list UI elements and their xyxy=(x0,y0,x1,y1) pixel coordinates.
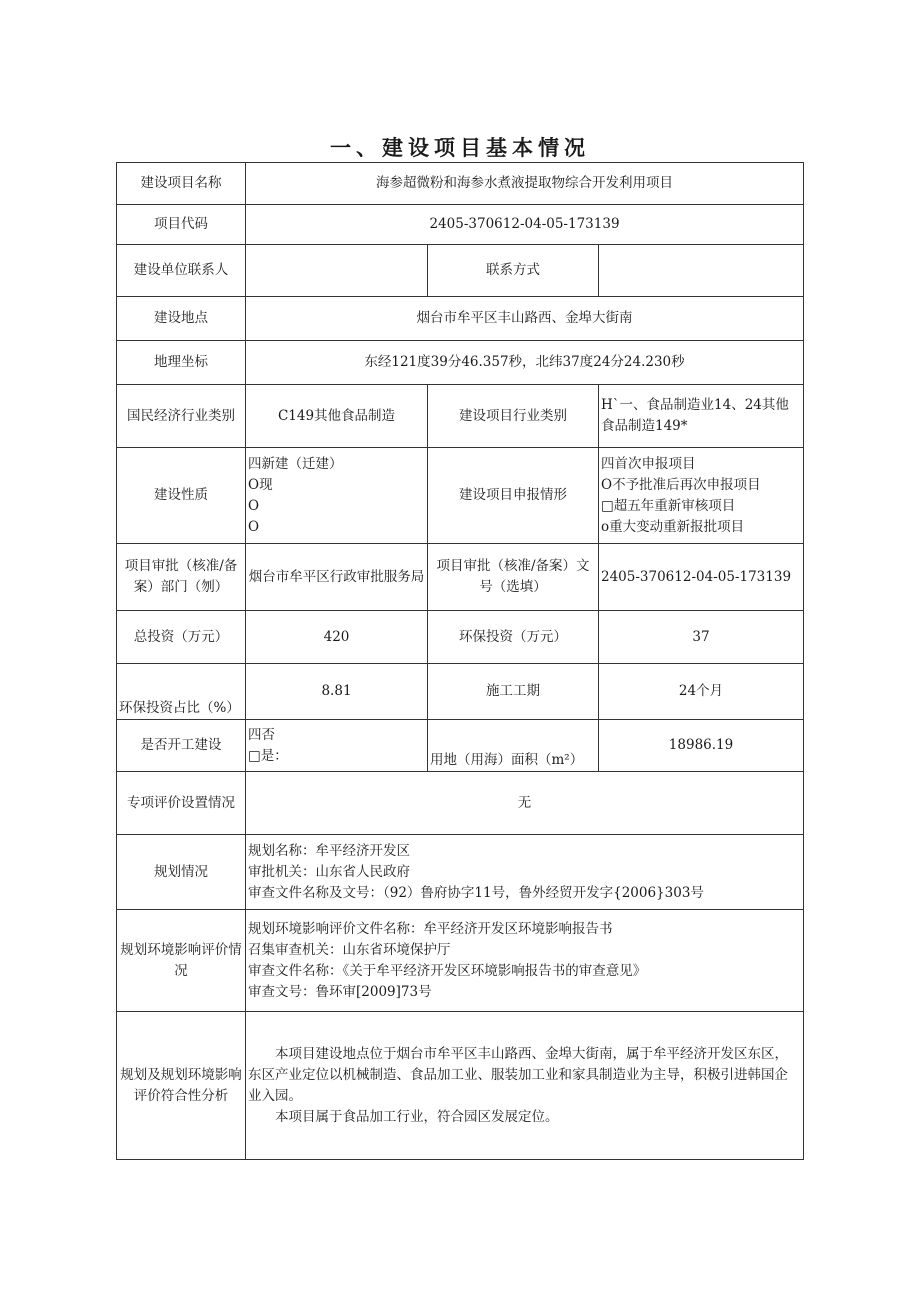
label-location: 建设地点 xyxy=(117,297,246,341)
value-planning xyxy=(246,835,804,910)
started-option: 四否 xyxy=(248,726,275,743)
label-construction-nature: 建设性质 xyxy=(117,448,246,544)
label-special-evaluation: 专项评价设置情况 xyxy=(117,772,246,835)
nature-option: O xyxy=(248,518,260,535)
conformity-paragraph: 本项目属于食品加工行业，符合园区发展定位。 xyxy=(275,1108,559,1125)
planning-eia-line: 召集审查机关：山东省环境保护厅 xyxy=(248,941,451,958)
declaration-option: o重大变动重新报批项目 xyxy=(601,518,745,535)
value-land-area: 18986.19 xyxy=(599,720,804,772)
value-special-evaluation: 无 xyxy=(246,772,804,835)
value-total-investment: 420 xyxy=(246,611,428,664)
value-coordinates: 东经121度39分46.357秒，北纬37度24分24.230秒 xyxy=(246,341,804,385)
row-approval xyxy=(117,544,804,611)
label-env-ratio: 环保投资占比（%） xyxy=(117,664,246,720)
declaration-option: 四首次申报项目 xyxy=(601,455,696,472)
value-construction-nature xyxy=(246,448,428,544)
value-approval-number: 2405-370612-04-05-173139 xyxy=(599,544,804,611)
value-env-investment: 37 xyxy=(599,611,804,664)
label-contact-method: 联系方式 xyxy=(428,245,599,297)
label-approval-department: 项目审批（核准/备案）部门（刎） xyxy=(117,544,246,611)
value-env-ratio: 8.81 xyxy=(246,664,428,720)
planning-line: 审批机关：山东省人民政府 xyxy=(248,863,410,880)
label-national-industry: 国民经济行业类别 xyxy=(117,385,246,448)
value-project-industry: H`一、食品制造业14、24其他食品制造149* xyxy=(599,385,804,448)
label-declaration-situation: 建设项目申报情形 xyxy=(428,448,599,544)
label-approval-number: 项目审批（核准/备案）文号（选填） xyxy=(428,544,599,611)
row-industry xyxy=(117,385,804,448)
row-started xyxy=(117,720,804,772)
row-investment xyxy=(117,611,804,664)
row-contact xyxy=(117,245,804,297)
planning-eia-line: 规划环境影响评价文件名称：牟平经济开发区环境影响报告书 xyxy=(248,920,613,937)
row-ratio xyxy=(117,664,804,720)
started-option: □是： xyxy=(248,747,288,764)
value-construction-period: 24个月 xyxy=(599,664,804,720)
conformity-paragraph: 本项目建设地点位于烟台市牟平区丰山路西、金埠大街南，属于牟平经济开发区东区，东区产业定位以机械制造、食品加工业、服装加工业和家具制造业为主导，积极引进韩国企业入园。 xyxy=(248,1045,788,1104)
nature-option: 四新建（迁建） xyxy=(248,455,343,472)
planning-eia-line: 审查文号：鲁环审[2009]73号 xyxy=(248,983,432,1000)
label-construction-period: 施工工期 xyxy=(428,664,599,720)
planning-line: 规划名称：牟平经济开发区 xyxy=(248,842,410,859)
label-land-area: 用地（用海）面积（m²） xyxy=(428,720,599,772)
label-coordinates: 地理坐标 xyxy=(117,341,246,385)
value-declaration-situation xyxy=(599,448,804,544)
declaration-option: □超五年重新审核项目 xyxy=(601,497,736,514)
row-project-code xyxy=(117,205,804,245)
planning-line: 审查文件名称及文号：（92）鲁府协字11号，鲁外经贸开发字{2006}303号 xyxy=(248,884,704,901)
value-location: 烟台市牟平区丰山路西、金埠大街南 xyxy=(246,297,804,341)
declaration-option: O不予批准后再次申报项目 xyxy=(601,476,761,493)
label-project-name: 建设项目名称 xyxy=(117,163,246,205)
value-project-code: 2405-370612-04-05-173139 xyxy=(246,205,804,245)
label-contact-person: 建设单位联系人 xyxy=(117,245,246,297)
page-title: 一、建设项目基本情况 xyxy=(330,135,590,160)
row-planning-eia xyxy=(117,910,804,1012)
value-approval-department: 烟台市牟平区行政审批服务局 xyxy=(246,544,428,611)
label-env-investment: 环保投资（万元） xyxy=(428,611,599,664)
project-info-table xyxy=(116,162,804,1160)
value-project-name: 海参超微粉和海参水煮液提取物综合开发利用项目 xyxy=(246,163,804,205)
label-project-code: 项目代码 xyxy=(117,205,246,245)
row-planning xyxy=(117,835,804,910)
value-started xyxy=(246,720,428,772)
row-coordinates xyxy=(117,341,804,385)
planning-eia-line: 审查文件名称：《关于牟平经济开发区环境影响报告书的审查意见》 xyxy=(248,962,647,979)
nature-option: O现 xyxy=(248,476,273,493)
nature-option: O xyxy=(248,497,260,514)
label-started: 是否开工建设 xyxy=(117,720,246,772)
value-national-industry: C149其他食品制造 xyxy=(246,385,428,448)
row-conformity xyxy=(117,1012,804,1160)
label-total-investment: 总投资（万元） xyxy=(117,611,246,664)
label-planning: 规划情况 xyxy=(117,835,246,910)
row-special-evaluation xyxy=(117,772,804,835)
value-planning-eia xyxy=(246,910,804,1012)
label-conformity: 规划及规划环境影响评价符合性分析 xyxy=(117,1012,246,1160)
value-conformity xyxy=(246,1012,804,1160)
label-project-industry: 建设项目行业类别 xyxy=(428,385,599,448)
row-project-name xyxy=(117,163,804,205)
row-location xyxy=(117,297,804,341)
value-contact-method xyxy=(599,245,804,297)
label-planning-eia: 规划环境影响评价情况 xyxy=(117,910,246,1012)
row-nature xyxy=(117,448,804,544)
value-contact-person xyxy=(246,245,428,297)
